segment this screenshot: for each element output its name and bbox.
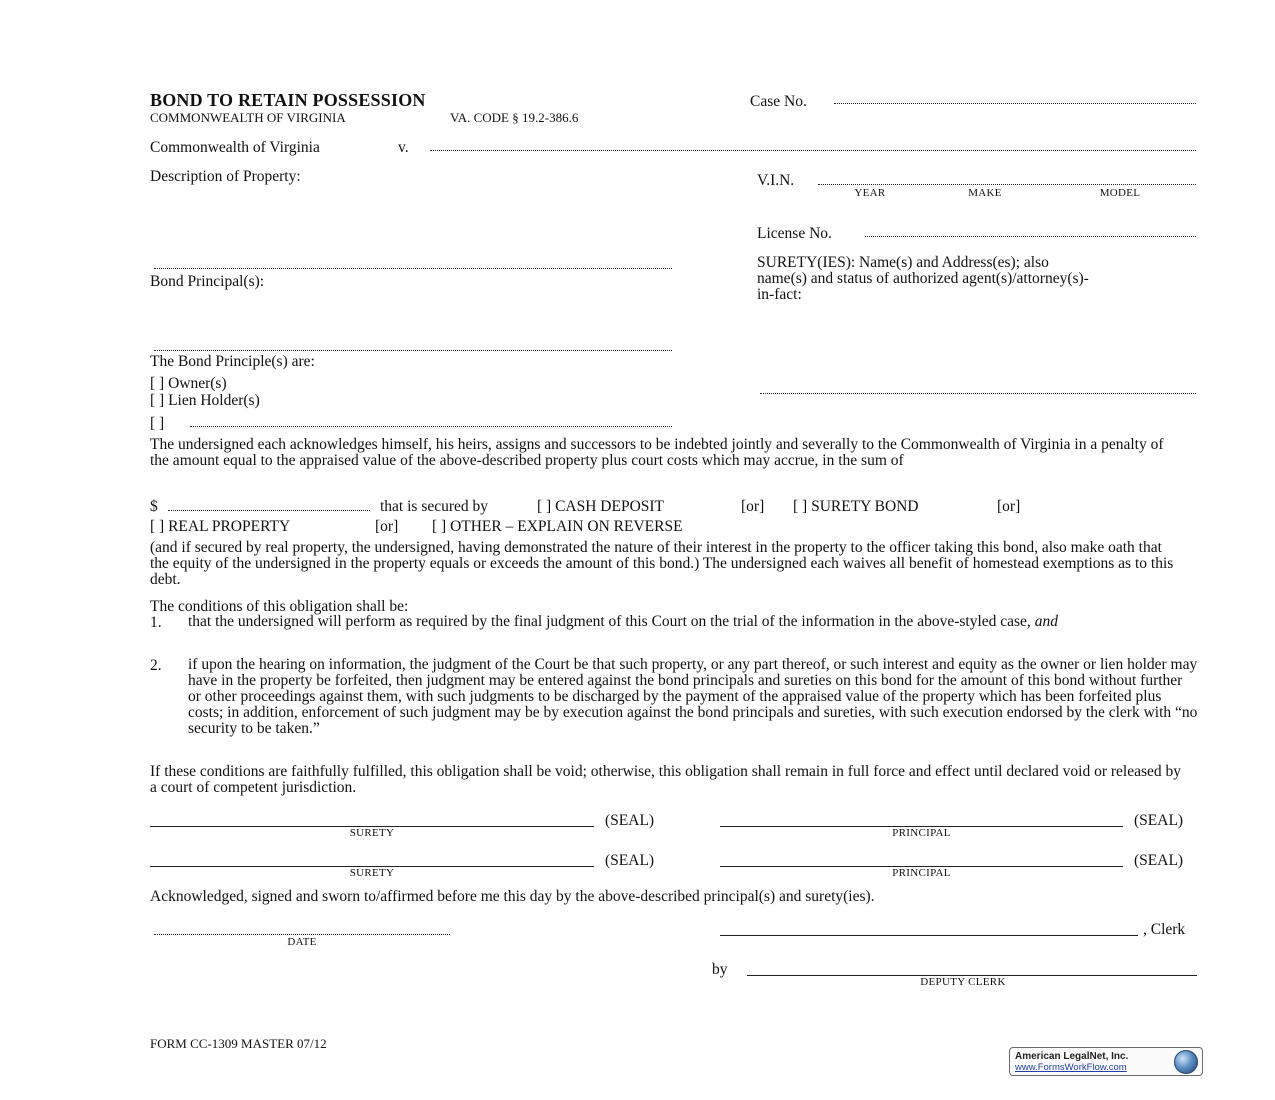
or-label: [or]: [997, 498, 1021, 515]
model-caption: MODEL: [1099, 187, 1141, 199]
condition-1-text: [188, 614, 1178, 630]
form-number: FORM CC-1309 MASTER 07/12: [150, 1036, 327, 1051]
seal-label: (SEAL): [1134, 812, 1184, 829]
vendor-name: American LegalNet, Inc.: [1015, 1051, 1129, 1062]
condition-1-number: 1.: [150, 614, 162, 631]
description-label: Description of Property:: [150, 168, 301, 185]
owner-checkbox[interactable]: [ ] Owner(s): [150, 375, 227, 392]
deputy-clerk-caption: DEPUTY CLERK: [920, 976, 1006, 988]
cash-deposit-checkbox[interactable]: [ ] CASH DEPOSIT: [537, 498, 665, 515]
acknowledged-statement: Acknowledged, signed and sworn to/affirmed before me this day by the above-described principal(s) and surety(ies).: [150, 888, 875, 905]
condition-1-body: that the undersigned will perform as required by the final judgment of this Court on the trial of the information in the above-styled case,: [188, 613, 1031, 630]
other-principle-checkbox[interactable]: [ ]: [150, 415, 165, 432]
other-security-checkbox[interactable]: [ ] OTHER – EXPLAIN ON REVERSE: [432, 518, 683, 535]
seal-label: (SEAL): [1134, 852, 1184, 869]
seal-label: (SEAL): [605, 812, 655, 829]
license-label: License No.: [757, 225, 832, 242]
vin-field[interactable]: [818, 184, 1196, 185]
clerk-signature-line[interactable]: [720, 935, 1138, 936]
year-caption: YEAR: [854, 187, 886, 199]
statute-citation: VA. CODE § 19.2-386.6: [450, 110, 579, 125]
surety-caption: SURETY: [349, 867, 395, 879]
commonwealth-label: Commonwealth of Virginia: [150, 139, 320, 156]
case-no-label: Case No.: [750, 93, 807, 110]
lien-holder-checkbox[interactable]: [ ] Lien Holder(s): [150, 392, 260, 409]
bond-amount-field[interactable]: [168, 510, 370, 511]
case-no-field[interactable]: [834, 103, 1196, 104]
principal-caption: PRINCIPAL: [892, 827, 951, 839]
surety-caption: SURETY: [349, 827, 395, 839]
other-principle-field[interactable]: [190, 426, 672, 427]
bond-principals-field[interactable]: [154, 350, 672, 351]
condition-1-and: and: [1034, 613, 1058, 630]
dollar-sign: $: [150, 498, 158, 515]
surety-info-line2: name(s) and status of authorized agent(s)/attorney(s)-: [757, 270, 1089, 287]
jurisdiction-label: COMMONWEALTH OF VIRGINIA: [150, 110, 346, 125]
license-field[interactable]: [865, 236, 1196, 237]
condition-2-number: 2.: [150, 657, 162, 674]
bond-principals-label: Bond Principal(s):: [150, 273, 265, 290]
vin-label: V.I.N.: [757, 172, 795, 189]
vendor-link[interactable]: www.FormsWorkFlow.com: [1015, 1062, 1127, 1073]
surety-info-line1: SURETY(IES): Name(s) and Address(es); also: [757, 254, 1049, 271]
acknowledgement-paragraph: The undersigned each acknowledges himself, his heirs, assigns and successors to be indebted jointly and severally to the Commonwealth of Virginia in a penalty of the amount equal to the appraised value of the above-described property plus court costs which may accrue, in the sum of: [150, 436, 1164, 469]
surety-info-line3: in-fact:: [757, 286, 802, 303]
real-property-paragraph: (and if secured by real property, the undersigned, having demonstrated the nature of their interest in the property to the officer taking this bond, also make oath that the equity of the undersigned in the property equals or exceeds the amount of this bond.) The undersigned each waives all benefit of homestead exemptions as to this debt.: [150, 539, 1174, 588]
seal-label: (SEAL): [605, 852, 655, 869]
condition-2-text: if upon the hearing on information, the judgment of the Court be that such property, or any part thereof, or such interest and equity as the owner or lien holder may have in the property be forfeited, then judgment may be entered against the bond principals and sureties on this bond for the amount of this bond without further or other proceedings against them, with such judgments to be discharged by the payment of the appraised value of the property which has been forfeited plus costs; in addition, enforcement of such judgment may be by execution against the bond principals and sureties, with such execution endorsed by the clerk with “no security to be taken.”: [188, 656, 1198, 737]
date-field[interactable]: [154, 934, 450, 935]
versus-label: v.: [398, 139, 409, 156]
defendant-field[interactable]: [430, 150, 1196, 151]
secured-by-label: that is secured by: [380, 498, 489, 515]
date-caption: DATE: [287, 936, 317, 948]
surety-info-field[interactable]: [760, 393, 1196, 394]
or-label: [or]: [375, 518, 399, 535]
make-caption: MAKE: [968, 187, 1002, 199]
surety-bond-checkbox[interactable]: [ ] SURETY BOND: [793, 498, 919, 515]
description-field[interactable]: [154, 268, 672, 269]
or-label: [or]: [741, 498, 765, 515]
principle-type-label: The Bond Principle(s) are:: [150, 353, 315, 370]
real-property-checkbox[interactable]: [ ] REAL PROPERTY: [150, 518, 291, 535]
by-label: by: [712, 961, 728, 978]
principal-caption: PRINCIPAL: [892, 867, 951, 879]
conditions-intro: The conditions of this obligation shall be:: [150, 598, 409, 615]
form-title: BOND TO RETAIN POSSESSION: [150, 90, 426, 110]
clerk-label: , Clerk: [1143, 921, 1186, 938]
vendor-logo[interactable]: [1009, 1047, 1203, 1076]
void-paragraph: If these conditions are faithfully fulfilled, this obligation shall be void; otherwise, this obligation shall remain in full force and effect until declared void or released by a court of competent jurisdiction.: [150, 763, 1182, 796]
globe-icon: [1174, 1050, 1198, 1074]
